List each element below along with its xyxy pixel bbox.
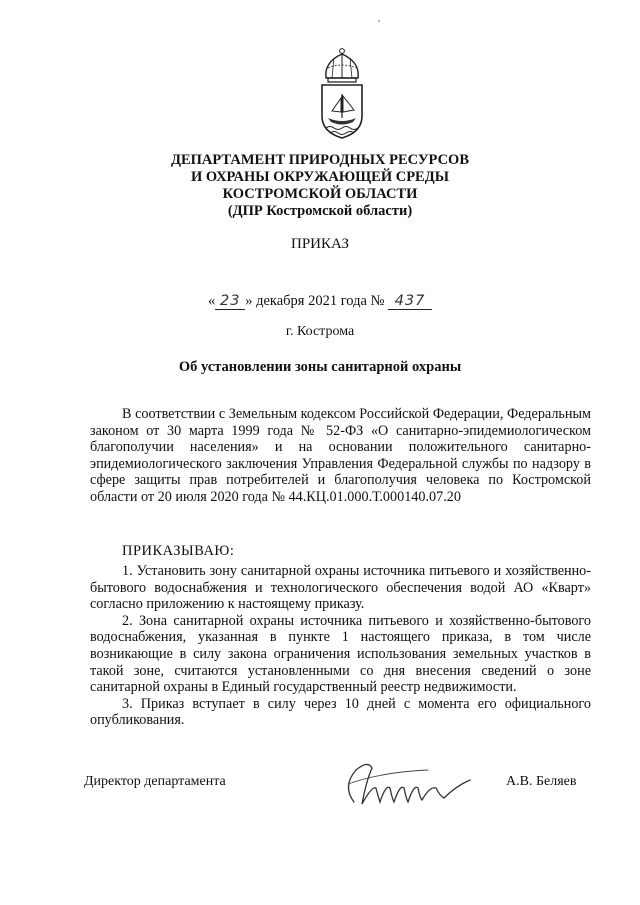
org-short-name: (ДПР Костромской области): [227, 203, 413, 219]
org-name-line-2: И ОХРАНЫ ОКРУЖАЮЩЕЙ СРЕДЫ: [191, 169, 449, 185]
scan-speck: [378, 20, 380, 22]
order-items: [90, 563, 591, 729]
date-month-year: декабря 2021 года №: [252, 293, 389, 309]
date-close-quote: »: [245, 293, 253, 309]
document-title: Об установлении зоны санитарной охраны: [178, 359, 462, 375]
preamble: [90, 406, 591, 506]
order-item-2: 2. Зона санитарной охраны источника питьевого и хозяйственно-бытового водоснабжения, указанная в пункте 1 настоящего приказа, в том числе возникающие в силу закона ограничения использования земельных участков в такой зоне, считаются установленными со дня внесения сведений о зоне санитарной охраны в Единый государственный реестр недвижимости.: [90, 612, 591, 696]
order-item-1: 1. Установить зону санитарной охраны источника питьевого и хозяйственно-бытового водоснабжения и технологического обеспечения водой АО «Кварт» согласно приложению к настоящему приказу.: [90, 563, 591, 613]
date-day: 23: [215, 293, 245, 310]
order-number: 437: [388, 293, 432, 310]
org-name-line-3: КОСТРОМСКОЙ ОБЛАСТИ: [222, 186, 418, 202]
preamble-text: В соответствии с Земельным кодексом Российской Федерации, Федеральным законом от 30 марта 1999 года № 52-ФЗ «О санитарно-эпидемиологическом благополучии населения» и на основании положительного санитарно-эпидемиологического заключения Управления Федеральной службы по надзору в сфере защиты прав потребителей и благополучия человека по Костромской области от 20 июля 2020 года № 44.КЦ.01.000.Т.000140.07.20: [90, 406, 591, 505]
document-type: ПРИКАЗ: [291, 236, 349, 252]
signer-position: Директор департамента: [84, 774, 226, 789]
signer-name: А.В. Беляев: [506, 774, 577, 789]
org-name-line-1: ДЕПАРТАМЕНТ ПРИРОДНЫХ РЕСУРСОВ: [170, 152, 470, 168]
city: г. Кострома: [285, 324, 355, 339]
order-word: ПРИКАЗЫВАЮ:: [122, 543, 235, 559]
handwritten-signature: [332, 756, 482, 812]
order-item-3: 3. Приказ вступает в силу через 10 дней с момента его официального опубликования.: [90, 695, 591, 729]
date-number-line: [0, 293, 640, 310]
date-open-quote: «: [207, 293, 216, 309]
coat-of-arms-icon: [316, 48, 368, 140]
